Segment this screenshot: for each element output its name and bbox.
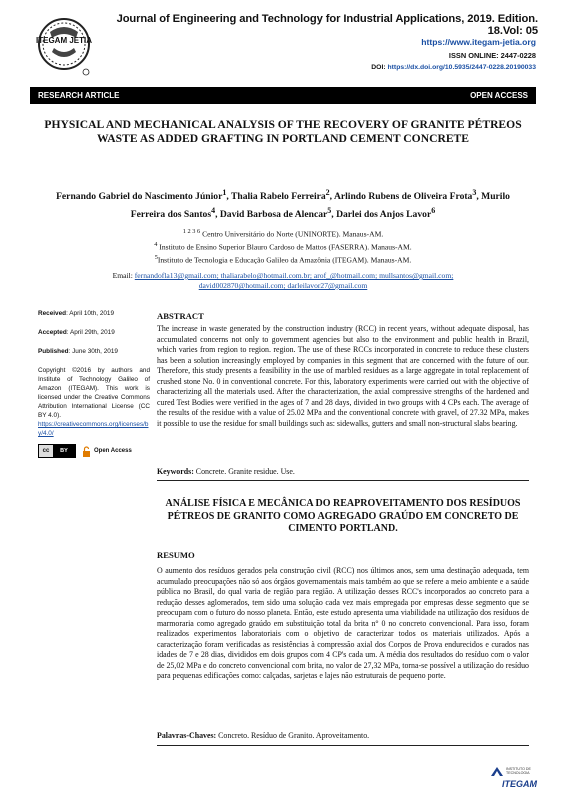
email-links-line2[interactable]: david002870@hotmail.com; darleilavor27@gmail.com	[198, 281, 368, 290]
article-title: PHYSICAL AND MECHANICAL ANALYSIS OF THE RECOVERY OF GRANITE PÉTREOS WASTE AS ADDED GRAFTING IN PORTLAND CEMENT CONCRETE	[44, 118, 522, 145]
by-icon: BY	[53, 445, 75, 457]
copyright-text: Copyright ©2016 by authors and Institute of Technology Galileo of Amazon (ITEGAM). This work is licensed under the Creative Commons Attribution International License (CC BY 4.0).	[38, 367, 150, 419]
open-lock-icon	[82, 446, 91, 457]
accepted-date	[38, 328, 150, 337]
journal-logo	[36, 14, 92, 78]
resumo-heading: RESUMO	[157, 550, 195, 560]
open-access-label: OPEN ACCESS	[470, 91, 528, 100]
abstract-heading: ABSTRACT	[157, 311, 204, 321]
author-superscript: 6	[431, 205, 436, 215]
issn-text: ISSN ONLINE: 2447-0228	[448, 51, 536, 60]
doi-line	[371, 64, 536, 71]
received-value: : April 10th, 2019	[66, 310, 115, 317]
author-superscript: 5	[327, 205, 332, 215]
author-superscript: 4	[211, 205, 216, 215]
footer-institute-text: INSTITUTO DE TECNOLOGIA	[506, 767, 531, 775]
affiliation-superscript: 5	[154, 254, 158, 262]
author-name: Murilo Ferreira dos Santos	[130, 191, 510, 220]
author-superscript: 3	[472, 188, 477, 197]
itegam-emblem-icon	[490, 766, 504, 778]
portuguese-title: ANÁLISE FÍSICA E MECÂNICA DO REAPROVEITAMENTO DOS RESÍDUOS PÉTREOS DE GRANITO COMO AGREGADO GRAÚDO EM CONCRETO DE CIMENTO PORTLAND.	[165, 498, 521, 534]
license-badges	[38, 444, 150, 458]
keywords-text: Concrete. Granite residue. Use.	[193, 467, 295, 476]
affiliation-text: Instituto de Tecnologia e Educação Galileo da Amazônia (ITEGAM). Manaus-AM.	[157, 255, 412, 265]
received-label: Received	[38, 310, 67, 317]
affiliation-superscript: 1 2 3 6	[182, 228, 201, 235]
affiliation-superscript: 4	[154, 241, 158, 249]
published-label: Published	[38, 348, 69, 355]
itegam-seal-icon	[36, 14, 92, 78]
affiliation-text: Centro Universitário do Norte (UNINORTE). Manaus-AM.	[202, 229, 384, 239]
journal-url-link[interactable]: https://www.itegam-jetia.org	[421, 37, 536, 47]
doi-link[interactable]: https://dx.doi.org/10.5935/2447-0228.20190033	[387, 64, 536, 71]
abstract-body: The increase in waste generated by the construction industry (RCC) in recent years, without adequate disposal, has accumulated concerns not only to government agencies but also to the environment and public health in Brazil, which varies from region to region. region. The use of these RCCs incorporated in concrete to reduce these clusters has been a solution increasingly employed by companies in this segment that are concerned with the future of our. Therefore, this study presents a feasibility in the use of marbled residues as a large aggregate in total replacement of crushed stone No. 0 in conventional concrete. For this, laboratory experiments were carried out with the objective of characterizing all the materials used. After the characterization, the axial compressive strengths of the hardened and cured Test Bodies were verified in the ages of 7 and 28 days, divided in two groups with 4 CPs each. The average of the results of the residue with a value of 25.02 MPa and the conventional concrete with gravel, of 27.32 MPa, makes it possible to use the residue for small buildings such as: sidewalks, gutters and small non-structural slabs bearing.	[157, 324, 529, 428]
palavras-chaves-line	[157, 731, 369, 740]
footer-itegam-text: ITEGAM	[502, 779, 537, 789]
affiliation-line	[44, 240, 522, 253]
accepted-value: : April 29th, 2019	[66, 329, 115, 336]
section-divider-bottom	[157, 745, 529, 746]
footer-logo	[488, 766, 540, 792]
affiliation-text: Instituto de Ensino Superior Blauro Cardoso de Mattos (FASERRA). Manaus-AM.	[159, 242, 412, 252]
section-divider	[157, 480, 529, 481]
email-label: Email:	[112, 271, 133, 280]
logo-text: ITEGAM JETIA	[36, 36, 92, 45]
article-type-bar	[30, 87, 536, 104]
published-date	[38, 347, 150, 356]
palavras-chaves-label: Palavras-Chaves:	[157, 731, 217, 740]
author-name: Arlindo Rubens de Oliveira Frota	[333, 191, 473, 203]
affiliation-line	[44, 253, 522, 266]
keywords-label: Keywords:	[157, 467, 194, 476]
palavras-chaves-text: Concreto. Resíduo de Granito. Aproveitamento.	[216, 731, 370, 740]
open-access-badge	[82, 446, 132, 457]
affiliations	[44, 227, 522, 266]
email-block	[52, 271, 514, 291]
keywords-line	[157, 467, 295, 476]
email-links-line1[interactable]: fernandofla13@gmail.com; thaliarabelo@hotmail.com.br; arof_@hotmail.com; mullsantos@gmail.com;	[134, 271, 454, 280]
license-link[interactable]: https://creativecommons.org/licenses/by/4.0/	[38, 421, 149, 437]
doi-label: DOI:	[371, 64, 386, 71]
resumo-body: O aumento dos resíduos gerados pela construção civil (RCC) nos últimos anos, sem uma destinação adequada, tem acumulado preocupações não só aos órgãos governamentais mais também ao que se refere a meio ambiente e a saúde pública no Brasil, do qual varia de região para região. A utilização desses RCC's incorporados ao concreto para a redução desses aglomerados, tem sido uma solução cada vez mais empregada por empresas desse segmento que se preocupam com o futuro do nosso planeta. Então, este estudo apresenta uma viabilidade na utilização dos resíduos de marmoraria como agregado graúdo em substituição total da brita n° 0 no concreto convencional. Para isso, foram realizados experimentos laboratoriais com o objetivo de caracterizar todos os materiais utilizados. Após a caracterização foram verificadas as resistências à compressão axial dos Corpos de Prova endurecidos e curados nas idades de 7 e 28 dias, divididos em dois grupos com 4 CP's cada um. A média dos resultados do resíduo com o valor de 25,02 MPa e do concreto convencional com brita, no valor de 27,32 MPa, torna-se possível a utilização do resíduo para pequenas edificações como: calçadas, sarjetas e lajes não estruturais de pequeno porte.	[157, 566, 529, 681]
published-value: : June 30th, 2019	[68, 348, 118, 355]
author-superscript: 1	[222, 188, 227, 197]
author-name: Thalia Rabelo Ferreira	[230, 191, 326, 203]
author-name: David Barbosa de Alencar	[219, 208, 328, 220]
accepted-label: Accepted	[38, 329, 67, 336]
affiliation-line	[44, 227, 522, 240]
open-access-text: Open Access	[94, 447, 132, 454]
research-article-label: RESEARCH ARTICLE	[38, 91, 120, 100]
author-list: Fernando Gabriel do Nascimento Júnior$^1$, Thalia Rabelo Ferreira$^2$, Arlindo Rubens de Oliveira Frota$^3$, Murilo Ferreira dos Santos$^4$, David Barbosa de Alencar$^5$, Darlei dos Anjos Lavor$^6$	[56, 188, 510, 220]
article-info-column	[38, 309, 150, 458]
author-name: Fernando Gabriel do Nascimento Júnior	[56, 191, 223, 203]
cc-icon: cc	[39, 445, 53, 457]
author-superscript: 2	[325, 188, 330, 197]
received-date	[38, 309, 150, 318]
journal-title: Journal of Engineering and Technology for Industrial Applications, 2019. Edition. 18.Vol: 05	[116, 13, 538, 37]
author-name: Darlei dos Anjos Lavor	[336, 208, 432, 220]
cc-by-badge[interactable]	[38, 444, 76, 458]
